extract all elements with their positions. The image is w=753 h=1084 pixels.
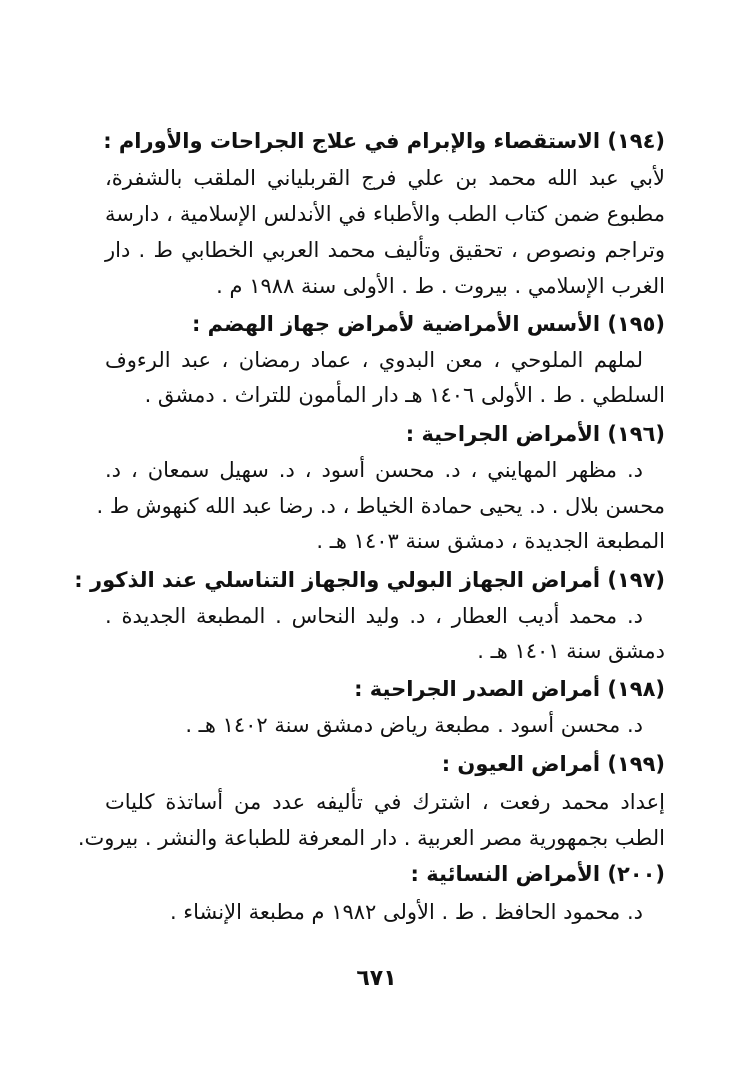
entry-text-line: لملهم الملوحي ، معن البدوي ، عماد رمضان ، عبد الرءوف [105, 348, 643, 372]
entry-heading: (١٩٤) الاستقصاء والإبرام في علاج الجراحات والأورام : [103, 129, 665, 153]
entry-text-line: المطبعة الجديدة ، دمشق سنة ١٤٠٣ هـ . [316, 529, 665, 553]
entry-text-line: محسن بلال . د. يحيى حمادة الخياط ، د. رضا عبد الله كنهوش ط . [96, 494, 665, 518]
entry-heading: (١٩٩) أمراض العيون : [441, 752, 665, 776]
entry-text-line: د. محمود الحافظ . ط . الأولى ١٩٨٢ م مطبعة الإنشاء . [169, 900, 643, 924]
entry-text-line: الغرب الإسلامي . بيروت . ط . الأولى سنة ١٩٨٨ م . [216, 274, 665, 298]
entry-text-line: لأبي عبد الله محمد بن علي فرج القربلياني الملقب بالشفرة، [105, 166, 665, 190]
entry-heading: (١٩٦) الأمراض الجراحية : [405, 422, 665, 446]
entry-text-line: دمشق سنة ١٤٠١ هـ . [477, 639, 665, 663]
entry-text-line: وتراجم ونصوص ، تحقيق وتأليف محمد العربي الخطابي ط . دار [105, 238, 665, 262]
entry-text-line: إعداد محمد رفعت ، اشترك في تأليفه عدد من أساتذة كليات [105, 790, 665, 814]
entry-heading: (١٩٨) أمراض الصدر الجراحية : [354, 677, 665, 701]
entry-text-line: الطب بجمهورية مصر العربية . دار المعرفة للطباعة والنشر . بيروت. [77, 826, 665, 850]
entry-text-line: د. محسن أسود . مطبعة رياض دمشق سنة ١٤٠٢ هـ . [185, 713, 643, 737]
entry-heading: (١٩٧) أمراض الجهاز البولي والجهاز التناسلي عند الذكور : [74, 568, 665, 592]
page-number: ٦٧١ [356, 966, 397, 991]
entry-text-line: د. مظهر المهايني ، د. محسن أسود ، د. سهيل سمعان ، د. [105, 458, 643, 482]
entry-heading: (٢٠٠) الأمراض النسائية : [410, 862, 665, 886]
entry-text-line: السلطي . ط . الأولى ١٤٠٦ هـ دار المأمون للتراث . دمشق . [144, 383, 665, 407]
entry-heading: (١٩٥) الأسس الأمراضية لأمراض جهاز الهضم : [191, 312, 665, 336]
entry-text-line: مطبوع ضمن كتاب الطب والأطباء في الأندلس الإسلامية ، دارسة [105, 202, 665, 226]
entry-text-line: د. محمد أديب العطار ، د. وليد النحاس . المطبعة الجديدة . [105, 604, 643, 628]
